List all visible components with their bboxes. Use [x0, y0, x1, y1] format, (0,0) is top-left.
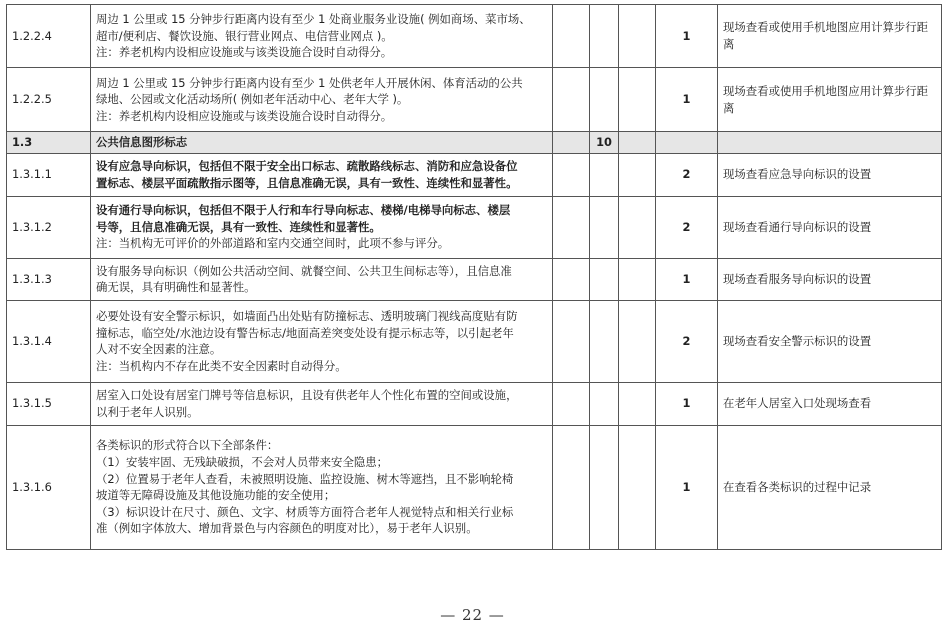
- item-code: 1.3.1.1: [7, 153, 91, 196]
- check-method: 现场查看服务导向标识的设置: [718, 258, 942, 300]
- table-row: [7, 196, 942, 258]
- section-total-score: 10: [590, 132, 619, 154]
- item-code: 1.3.1.4: [7, 300, 91, 382]
- item-score: 1: [656, 425, 718, 549]
- item-content: 必要处设有安全警示标识，如墙面凸出处贴有防撞标志、透明玻璃门视线高度贴有防 撞标志，临空处/水池边设有警告标志/地面高差突变处设有提示标志等，以引起老年 人对不安全因素的注意。 注：当机构内不存在此类不安全因素时自动得分。: [91, 300, 553, 382]
- table-row: [7, 382, 942, 425]
- blank-cell: [619, 425, 656, 549]
- item-content: 各类标识的形式符合以下全部条件： （1）安装牢固、无残缺破损，不会对人员带来安全隐患； （2）位置易于老年人查看，未被照明设施、监控设施、树木等遮挡，且不影响轮椅 坡道等无障碍设施及其他设施功能的安全使用； （3）标识设计在尺寸、颜色、文字、材质等方面符合老年人视觉特点和相关行业标 准（例如字体放大、增加背景色与内容颜色的明度对比），易于老年人识别。: [91, 425, 553, 549]
- blank-cell: [619, 382, 656, 425]
- blank-cell: [718, 132, 942, 154]
- blank-cell: [590, 425, 619, 549]
- blank-cell: [656, 132, 718, 154]
- item-code: 1.3.1.2: [7, 196, 91, 258]
- blank-cell: [590, 5, 619, 68]
- blank-cell: [553, 153, 590, 196]
- item-score: 2: [656, 153, 718, 196]
- blank-cell: [619, 132, 656, 154]
- item-content: 周边 1 公里或 15 分钟步行距离内设有至少 1 处供老年人开展休闲、体育活动的公共 绿地、公园或文化活动场所( 例如老年活动中心、老年大学 )。 注：养老机构内设相应设施或与该类设施合设时自动得分。: [91, 68, 553, 132]
- item-code: 1.3.1.5: [7, 382, 91, 425]
- blank-cell: [590, 300, 619, 382]
- table-row: [7, 5, 942, 68]
- table-row: [7, 425, 942, 549]
- section-code: 1.3: [7, 132, 91, 154]
- check-method: 在查看各类标识的过程中记录: [718, 425, 942, 549]
- item-content: 设有服务导向标识（例如公共活动空间、就餐空间、公共卫生间标志等），且信息准 确无误，具有明确性和显著性。: [91, 258, 553, 300]
- item-score: 2: [656, 196, 718, 258]
- blank-cell: [553, 132, 590, 154]
- check-method: 现场查看通行导向标识的设置: [718, 196, 942, 258]
- blank-cell: [553, 68, 590, 132]
- check-method: 在老年人居室入口处现场查看: [718, 382, 942, 425]
- blank-cell: [590, 258, 619, 300]
- item-code: 1.2.2.5: [7, 68, 91, 132]
- item-note: 注：当机构无可评价的外部道路和室内交通空间时，此项不参与评分。: [96, 236, 450, 251]
- table-row: [7, 300, 942, 382]
- item-score: 2: [656, 300, 718, 382]
- item-score: 1: [656, 382, 718, 425]
- blank-cell: [590, 153, 619, 196]
- page-number: — 22 —: [440, 606, 505, 624]
- blank-cell: [619, 153, 656, 196]
- blank-cell: [619, 68, 656, 132]
- blank-cell: [619, 258, 656, 300]
- section-row: [7, 132, 942, 154]
- table-row: [7, 153, 942, 196]
- check-method: 现场查看应急导向标识的设置: [718, 153, 942, 196]
- blank-cell: [553, 5, 590, 68]
- item-score: 1: [656, 258, 718, 300]
- blank-cell: [619, 300, 656, 382]
- blank-cell: [619, 5, 656, 68]
- item-code: 1.3.1.6: [7, 425, 91, 549]
- check-method: 现场查看或使用手机地图应用计算步行距离: [718, 5, 942, 68]
- item-score: 1: [656, 5, 718, 68]
- blank-cell: [590, 196, 619, 258]
- blank-cell: [553, 196, 590, 258]
- item-code: 1.2.2.4: [7, 5, 91, 68]
- item-content: 设有应急导向标识，包括但不限于安全出口标志、疏散路线标志、消防和应急设备位 置标志、楼层平面疏散指示图等，且信息准确无误，具有一致性、连续性和显著性。: [91, 153, 553, 196]
- blank-cell: [553, 300, 590, 382]
- section-title: 公共信息图形标志: [91, 132, 553, 154]
- evaluation-table: [6, 4, 942, 550]
- item-content: 居室入口处设有居室门牌号等信息标识，且设有供老年人个性化布置的空间或设施， 以利于老年人识别。: [91, 382, 553, 425]
- blank-cell: [553, 382, 590, 425]
- item-content: 设有通行导向标识，包括但不限于人行和车行导向标志、楼梯/电梯导向标志、楼层 号等，且信息准确无误，具有一致性、连续性和显著性。 注：当机构无可评价的外部道路和室内交通空间时，此项不参与评分。: [91, 196, 553, 258]
- check-method: 现场查看安全警示标识的设置: [718, 300, 942, 382]
- table-row: [7, 258, 942, 300]
- item-content: 周边 1 公里或 15 分钟步行距离内设有至少 1 处商业服务业设施( 例如商场、菜市场、 超市/便利店、餐饮设施、银行营业网点、电信营业网点 )。 注：养老机构内设相应设施或与该类设施合设时自动得分。: [91, 5, 553, 68]
- blank-cell: [553, 425, 590, 549]
- item-score: 1: [656, 68, 718, 132]
- blank-cell: [590, 382, 619, 425]
- blank-cell: [590, 68, 619, 132]
- blank-cell: [619, 196, 656, 258]
- item-code: 1.3.1.3: [7, 258, 91, 300]
- blank-cell: [553, 258, 590, 300]
- check-method: 现场查看或使用手机地图应用计算步行距离: [718, 68, 942, 132]
- table-row: [7, 68, 942, 132]
